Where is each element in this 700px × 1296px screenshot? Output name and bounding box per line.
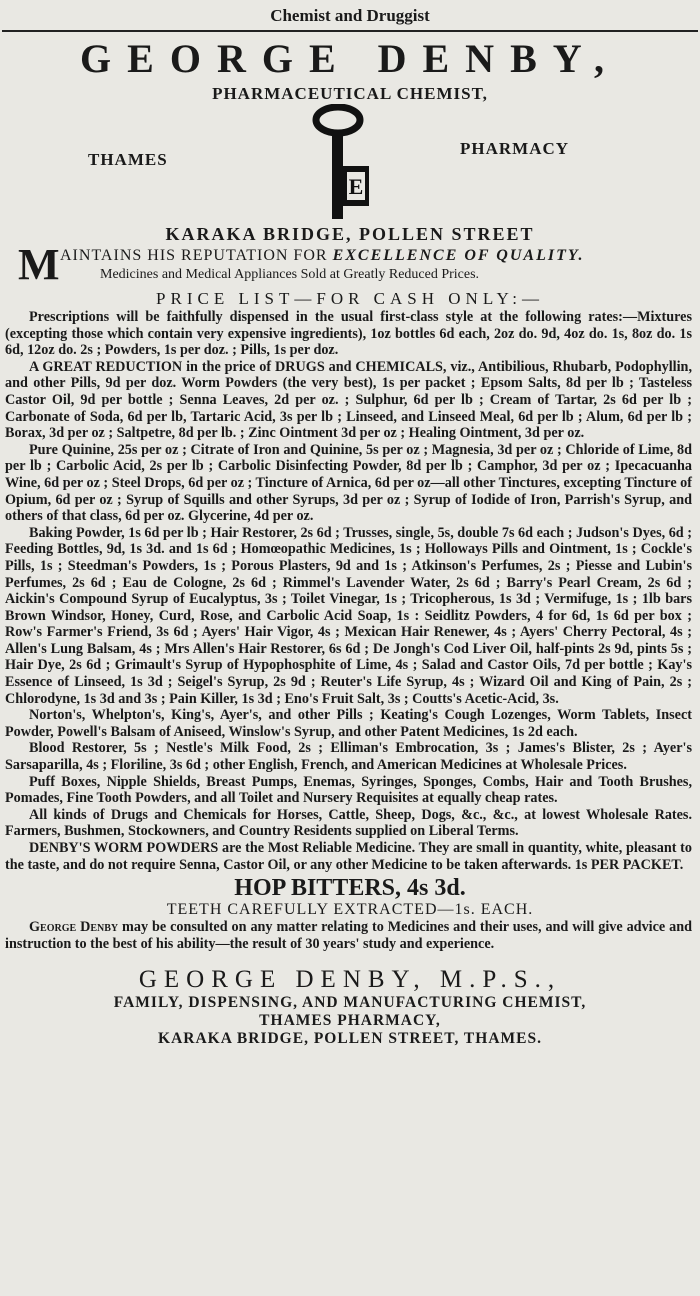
logo-left-text: THAMES bbox=[88, 150, 168, 169]
paragraph: DENBY'S WORM POWDERS are the Most Reliable Medicine. They are small in quantity, white, pleasant to the taste, and do not require Senna, Castor Oil, or any other Medicine to be taken afterwards. 1s PER PACKET. bbox=[5, 840, 692, 873]
consult-paragraph bbox=[5, 919, 692, 952]
consult-text: may be consulted on any matter relating to Medicines and their uses, and will give advice and instruction to the best of his ability—the result of 30 years' study and experience. bbox=[5, 919, 692, 952]
signature-line-1: FAMILY, DISPENSING, AND MANUFACTURING CHEMIST, bbox=[113, 994, 587, 1012]
signature-name: GEORGE DENBY, M.P.S., bbox=[138, 966, 562, 994]
price-list-body bbox=[0, 309, 700, 873]
maintains-subline: Medicines and Medical Appliances Sold at Greatly Reduced Prices. bbox=[100, 267, 480, 282]
shop-address: KARAKA BRIDGE, POLLEN STREET bbox=[165, 224, 535, 244]
drop-cap: M bbox=[18, 240, 60, 289]
maintains-quality: EXCELLENCE OF QUALITY. bbox=[332, 247, 585, 264]
header-rule bbox=[2, 30, 698, 32]
key-letter: E bbox=[348, 174, 364, 199]
maintains-text: AINTAINS HIS REPUTATION FOR bbox=[60, 247, 328, 264]
paragraph: A GREAT REDUCTION in the price of DRUGS and CHEMICALS, viz., Antibilious, Rhubarb, Podophyllin, and other Pills, 9d per doz. Worm Powders (the very best), 1s per packet ; Epsom Salts, 8d per lb ; Tasteless Castor Oil, 9d per bottle ; Senna Leaves, 2d per oz. ; Sulphur, 6d per lb ; Cream of Tartar, 2s 6d per lb ; Carbonate of Soda, 6d per lb, Tartaric Acid, 3s per lb ; Linseed, and Linseed Meal, 6d per lb ; Alum, 6d per lb ; Borax, 3d per oz ; Saltpetre, 8d per lb. ; Zinc Ointment 3d per oz ; Healing Ointment, 3d per oz. bbox=[5, 358, 692, 442]
consult-block bbox=[0, 919, 700, 952]
consult-name: George Denby bbox=[29, 919, 119, 936]
maintains-line bbox=[60, 247, 584, 265]
paragraph: All kinds of Drugs and Chemicals for Horses, Cattle, Sheep, Dogs, &c., &c., at lowest Wholesale Rates. Farmers, Bushmen, Stockowners, and Country Residents supplied on Liberal Terms. bbox=[5, 806, 692, 840]
key-icon bbox=[302, 104, 378, 222]
proprietor-name: GEORGE DENBY, bbox=[80, 36, 620, 81]
paragraph: Pure Quinine, 25s per oz ; Citrate of Iron and Quinine, 5s per oz ; Magnesia, 3d per oz ; Chloride of Lime, 8d per lb ; Carbolic Acid, 2s per lb ; Carbolic Disinfecting Powder, 8d per lb ; Camphor, 3d per oz ; Ipecacuanha Wine, 6d per oz ; Steel Drops, 6d per oz ; Tincture of Arnica, 6d per oz—all other Tinctures, excepting Tincture of Opium, 6d per oz ; Syrup of Squills and other Syrups, 3d per oz ; Syrup of Iodide of Iron, Parrish's Syrup, and others of that class, 6d per oz. Glycerine, 4d per oz. bbox=[5, 441, 692, 525]
paragraph: Blood Restorer, 5s ; Nestle's Milk Food, 2s ; Elliman's Embrocation, 3s ; James's Blister, 2s ; Ayer's Sarsaparilla, 4s ; Floriline, 3s 6d ; other English, French, and American Medicines at Wholesale Prices. bbox=[5, 740, 692, 774]
signature-line-3: KARAKA BRIDGE, POLLEN STREET, THAMES. bbox=[158, 1030, 542, 1048]
logo-row bbox=[0, 104, 700, 222]
hop-bitters-heading: HOP BITTERS, 4s 3d. bbox=[234, 875, 466, 902]
maintains-block bbox=[0, 240, 700, 289]
paragraph: Norton's, Whelpton's, King's, Ayer's, and other Pills ; Keating's Cough Lozenges, Worm Tablets, Insect Powder, Powell's Balsam of Aniseed, Winslow's Syrup, and other Patent Medicines, 1s 2d each. bbox=[5, 707, 692, 740]
logo-right-text: PHARMACY bbox=[460, 139, 570, 158]
paragraph: Baking Powder, 1s 6d per lb ; Hair Restorer, 2s 6d ; Trusses, single, 5s, double 7s 6d each ; Judson's Dyes, 6d ; Feeding Bottles, 9d, 1s 3d. and 1s 6d ; Homœopathic Medicines, 1s ; Holloways Pills and Ointment, 1s ; Cockle's Pills, 1s ; Steedman's Powders, 1s ; Porous Plasters, 9d and 1s ; Atkinson's Perfumes, 2s ; Piesse and Lubin's Perfumes, 2s 6d ; Eau de Cologne, 2s 6d ; Rimmel's Lavender Water, 2s 6d ; Barry's Pearl Cream, 2s 6d ; Aickin's Compound Syrup of Eucalyptus, 3s ; Toilet Vinegar, 1s ; Tricopherous, 1s 3d ; Vermifuge, 1s ; 1lb bars Brown Windsor, Honey, Curd, Rose, and Carbolic Acid Soap, 1s : Seidlitz Powders, 4 for 6d, 1s 6d per box ; Row's Farmer's Friend, 3s 6d ; Ayers' Hair Vigor, 4s ; Mexican Hair Renewer, 4s ; Ayers' Cherry Pectoral, 4s ; Allen's Lung Balsam, 4s ; Mrs Allen's Hair Restorer, 6s 6d ; De Jongh's Cod Liver Oil, half-pints 2s 9d, pints 5s ; Hair Dye, 2s 6d ; Grimault's Syrup of Hypophosphite of Lime, 4s ; Salad and Castor Oils, 7d per bottle ; Kay's Essence of Linseed, 1s 3d ; Seigel's Syrup, 2s 9d ; Reuter's Life Syrup, 4s ; Wizard Oil and King of Pain, 2s ; Chlorodyne, 1s 3d and 3s ; Pain Killer, 1s 3d ; Eno's Fruit Salt, 3s ; Coutts's Acetic-Acid, 3s. bbox=[5, 524, 692, 707]
proprietor-subtitle: PHARMACEUTICAL CHEMIST, bbox=[212, 84, 488, 103]
paragraph: Puff Boxes, Nipple Shields, Breast Pumps, Enemas, Syringes, Sponges, Combs, Hair and Tooth Brushes, Pomades, Fine Tooth Powders, and all Toilet and Nursery Requisites at equally cheap rates. bbox=[5, 773, 692, 807]
publication-header: Chemist and Druggist bbox=[270, 6, 430, 25]
signature-line-2: THAMES PHARMACY, bbox=[259, 1012, 441, 1030]
paragraph: Prescriptions will be faithfully dispensed in the usual first-class style at the following rates:—Mixtures (excepting those which contain very expensive ingredients), 1oz bottles 6d each, 2oz do. 9d, 4oz do. 1s, 8oz do. 1s 6d, 12oz do. 2s ; Powders, 1s per doz. ; Pills, 1s per doz. bbox=[5, 309, 692, 359]
teeth-line: TEETH CAREFULLY EXTRACTED—1s. EACH. bbox=[166, 901, 534, 919]
price-list-heading: PRICE LIST—FOR CASH ONLY:— bbox=[156, 289, 544, 308]
